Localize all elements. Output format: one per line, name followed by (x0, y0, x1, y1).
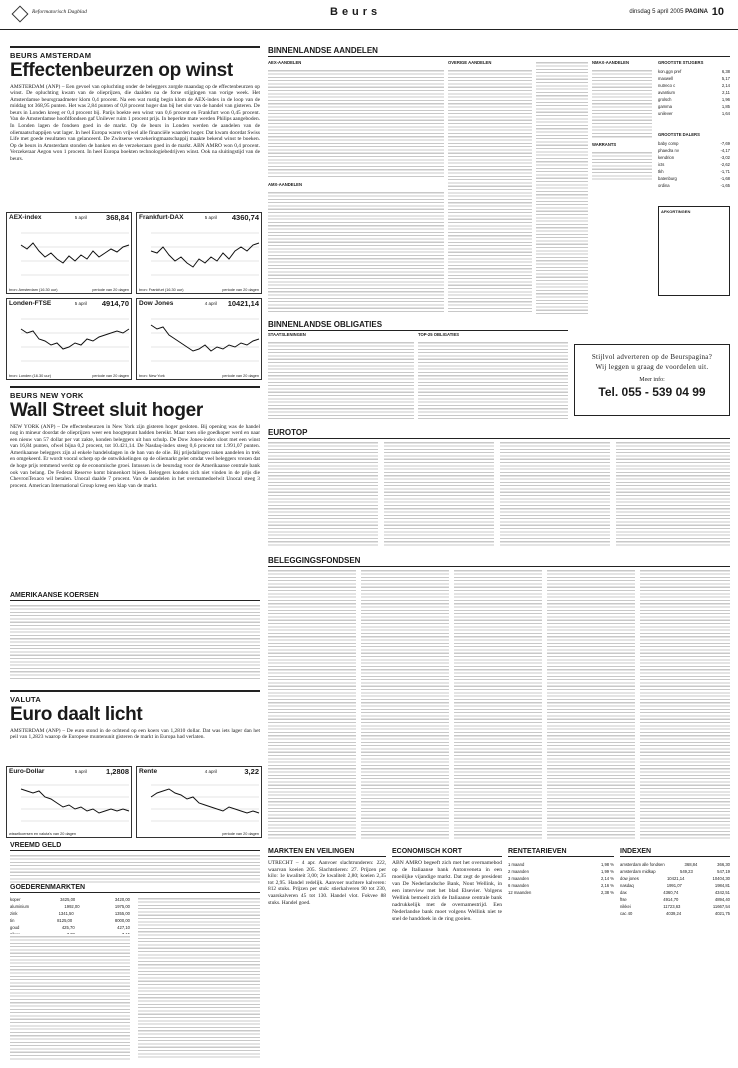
euro-dollar-line-plot (7, 777, 131, 829)
stijger-row: nutreco c 2,14 (658, 83, 730, 88)
chart-title: Rente (139, 768, 158, 775)
article-headline: Euro daalt licht (10, 703, 143, 725)
index-row: cac 40 4039,24 4021,75 (620, 911, 730, 916)
subtable-title-aex: AEX-AANDELEN (268, 60, 302, 65)
daler-row: baby comp -7,69 (658, 141, 730, 146)
index-row: amsterdam alle fondsen 368,84 366,30 (620, 862, 730, 867)
table-title: AMERIKAANSE KOERSEN (10, 592, 260, 601)
advert-box (574, 344, 730, 416)
chart-value: 1,2808 (106, 767, 129, 776)
article-kicker: BEURS NEW YORK (10, 390, 84, 400)
chart-title: Frankfurt-DAX (139, 214, 184, 221)
aex-line-plot (7, 223, 131, 285)
section-title: EUROTOP (268, 428, 730, 439)
advert-line2: Wij leggen u graag de voordelen uit. (595, 363, 709, 371)
section-title: MARKTEN EN VEILINGEN (268, 848, 386, 857)
index-row: dow jones 10421,14 10404,30 (620, 876, 730, 881)
chart-title: Dow Jones (139, 300, 174, 307)
rente-row: 2 maanden 1,99 % (508, 869, 614, 874)
rente-row: 3 maanden 2,14 % (508, 876, 614, 881)
chart-date: 4 april (204, 769, 217, 774)
article-valuta (10, 690, 260, 754)
chart-source: bron: Amsterdam (16.30 uur) (9, 288, 58, 292)
chart-title: AEX-index (9, 214, 42, 221)
advert-phone[interactable]: Tel. 055 - 539 04 99 (598, 385, 706, 399)
page-number: 10 (711, 6, 724, 18)
subtable-title-dalers: GROOTSTE DALERS (658, 132, 700, 137)
section-title: INDEXEN (620, 848, 730, 857)
economisch-body: ABN AMRO begeeft zich met het overnamebod op de Italiaanse bank Antonveneta in een moeilijke vijandige markt. Dat zegt de president van De Nederlandsche Bank, Nout Wellink, in een interview met het blad Elsevier. Volgens Wellink bemoeit zich de Italiaanse centrale bank nadrukkelijk met de overnamestrijd. Een Nederlandse bank moet volgens Wellink niet te snel de handdoek in de ring gooien. (392, 860, 502, 922)
daler-row: batenburg -1,68 (658, 176, 730, 181)
index-row: dax 4360,74 4342,51 (620, 890, 730, 895)
article-headline: Effectenbeurzen op winst (10, 59, 233, 81)
goederen-row: aluminium 1992,00 1975,00 (10, 904, 130, 909)
rente-row: 6 maanden 2,16 % (508, 883, 614, 888)
afkortingen-box: AFKORTINGEN (658, 206, 730, 296)
markten-body: UTRECHT – 4 apr. Aanvoer slachtrunderen: 222, waarvan koeien 205. Slachtstieren: 27. Prijzen per kilo: 1e kwaliteit 3,00; 2e kwaliteit 2,80; koeien 2,35 tot 2,95. Handel redelijk. Aanvoer nuchtere kalveren: 812 stuks. Prijzen per stuk: stierkalveren 90 tot 230, vaarskalveren 45 tot 130. Handel vlot. Fokvee 88 stuks. Handel goed. (268, 860, 386, 906)
section-economisch-kort (392, 848, 502, 1062)
chart-title: Londen-FTSE (9, 300, 52, 307)
rente-row: 12 maanden 2,38 % (508, 890, 614, 895)
stijger-row: unilever 1,64 (658, 111, 730, 116)
table-title: VREEMD GELD (10, 842, 260, 851)
chart-period: periode van 20 dagen (92, 374, 129, 378)
chart-period: periode van 20 dagen (92, 288, 129, 292)
daler-row: phaedra nv -4,17 (658, 148, 730, 153)
section-title: BINNENLANDSE OBLIGATIES (268, 320, 568, 331)
subtable-title-warrants: WARRANTS (592, 142, 617, 147)
chart-value: 4360,74 (231, 213, 259, 222)
subtable-title-overige: OVERIGE AANDELEN (448, 60, 492, 65)
chart-period: periode van 20 dagen (222, 288, 259, 292)
dow-line-plot (137, 309, 261, 371)
advert-line1: Stijlvol adverteren op de Beurspagina? (591, 353, 713, 361)
daler-row: kendrion -3,02 (658, 155, 730, 160)
chart-source: wisselkoersen en valuta's van 20 dagen (9, 832, 77, 836)
table-goederenmarkten (10, 884, 260, 1062)
section-binnenlandse-obligaties (268, 320, 568, 422)
table-amerikaanse-koersen (10, 592, 260, 677)
stijger-row: gamma 1,85 (658, 104, 730, 109)
section-title: BELEGGINGSFONDSEN (268, 556, 730, 567)
daler-row: icts -2,62 (658, 162, 730, 167)
chart-value: 4914,70 (101, 299, 129, 308)
section-beleggingsfondsen (268, 556, 730, 842)
chart-value: 10421,14 (227, 299, 259, 308)
chart-dow-jones (136, 298, 262, 380)
section-binnenlandse-aandelen (268, 46, 730, 316)
section-eurotop (268, 428, 730, 550)
chart-date: 5 april (204, 215, 217, 220)
section-title: ECONOMISCH KORT (392, 848, 502, 857)
chart-euro-dollar (6, 766, 132, 838)
article-beurs-new-york (10, 386, 260, 594)
section-title: RENTETARIEVEN (508, 848, 614, 857)
article-body: NEW YORK (ANP) – De effectenbeurzen in New York zijn gisteren hoger gesloten. Bij opening was de handel nog in mineur doordat de olieprijzen weer een hoogtepunt hadden bereikt. Maar toen olie goedkoper werd en naar een nieuw van 57 dollar per vat zakte, konden beleggers uit hun schulp. De Dow Jones-index sloot met een winst van 16,84 punten, ofwel bijna 0,2 procent, tot 10.421,14. De Nasdaq-index steeg 0,6 procent tot 1.991,07 punten. Amerikaanse beleggers zijn al enkele handelsdagen in de ban van de olie. Bij prijsdalingen raken aandelen in trek en omgekeerd. Er wordt vooral scherp op de ontwikkelingen op de oliemarkt gelet omdat veel beleggers vrezen dat de hoge prijs remmend werkt op de economische groei. Intussen is de beursdag voor de Amerikaanse centrale bank ook van belang. De Federal Reserve komt binnenkort bijeen. Beleggers konden zich niet vinden in de prijs die ChevronTexaco wil betalen. Unocal daalde 7 procent. Van de aandelen in het overnamedoelwit Unocal steeg 3 procent. American International Group kreeg een klap van de markt. (10, 423, 260, 489)
article-body: AMSTERDAM (ANP) – Een gevoel van opluchting onder de beleggers zorgde maandag op de effectenbeurzen op winst. De opluchting kwam van de olieprijzen, die daalden na de forse stijgingen van vorige week. Het Amsterdamse beursgraadmeter klom 0,4 procent. Na een wat rustig begin klom de AEX-index in de loop van de middag tot 368,95 punten. Het was 2,84 punten of 0,8 procent hoger dan bij het slot van de handel van gisteren. De beurs in Londen kreeg er 0,4 procent bij. Parijs boekte een winst van 0,6 procent en Frankfurt won 0,45 procent. Van de Amsterdamse hoofdfondsen gaf Unilever ruim 1 procent prijs. In beperkte mate werden Philips aangeboden. In Londen lagen de fondsen goed in de markt. Op de beurs in Londen werden de aandelen van de oliemaatschappijen wat lager. In heel Europa waren vrijwel alle financiële waarden hoger. Dat kwam doordat Swiss Life met goede resultaten van gelanceerd. De Zwitserse verzekeringmaatschappij maakte bekend winst te boeken. Op de beurs in Amsterdam stonden de banken en de verzekeraars goed in de markt. ABN AMRO won 0,4 procent. Verzekeraar Aegon won 1 procent. In heel Europa boekten technologiebedrijven winst. Ook na sluitingstijd van de beurs. (10, 83, 260, 163)
article-body: AMSTERDAM (ANP) – De euro stond in de ochtend op een koers van 1,2810 dollar. Dat was iets lager dan het peil van 1,2823 waarop de Europese muntenunit gisteren de markt in Europa had verlaten. (10, 727, 260, 741)
stijger-row: avantium 2,11 (658, 90, 730, 95)
chart-date: 4 april (204, 301, 217, 306)
subtable-title-top25: TOP-25 OBLIGATIES (418, 332, 460, 337)
subtable-title-amx: AMX-AANDELEN (268, 182, 302, 187)
goederen-row: koper 3425,00 3420,00 (10, 897, 130, 902)
subtable-title-stijgers: GROOTSTE STIJGERS (658, 60, 704, 65)
stijger-row: maxwell 5,17 (658, 76, 730, 81)
page-header (0, 0, 738, 30)
article-kicker: BEURS AMSTERDAM (10, 50, 92, 60)
subtable-title-nmax: NMAX-AANDELEN (592, 60, 629, 65)
daler-row: ordina -1,65 (658, 183, 730, 188)
advert-line3: Meer info: (639, 377, 665, 383)
goederen-row: tin 8125,00 8000,00 (10, 918, 130, 923)
chart-ftse (6, 298, 132, 380)
page-date: dinsdag 5 april 2005 PAGINA (629, 9, 708, 15)
newspaper-name: Reformatorisch Dagblad (32, 9, 87, 15)
index-row: ftse 4914,70 4894,40 (620, 897, 730, 902)
daler-row: tkh -1,71 (658, 169, 730, 174)
stijger-row: kon.ggn pref 6,38 (658, 69, 730, 74)
index-row: nikkei 11723,63 11667,54 (620, 904, 730, 909)
section-indexen (620, 848, 730, 1062)
rente-line-plot (137, 777, 261, 829)
ftse-line-plot (7, 309, 131, 371)
stijger-row: grolsch 1,96 (658, 97, 730, 102)
article-kicker: VALUTA (10, 694, 42, 704)
goederen-row: goud 425,70 427,10 (10, 925, 130, 930)
chart-source: bron: New York (139, 374, 165, 378)
section-markten-veilingen (268, 848, 386, 1062)
section-rentetarieven (508, 848, 614, 1062)
chart-period: periode van 20 dagen (222, 374, 259, 378)
rente-row: 1 maand 1,98 % (508, 862, 614, 867)
chart-value: 3,22 (244, 767, 259, 776)
table-title: GOEDERENMARKTEN (10, 884, 260, 893)
chart-aex (6, 212, 132, 294)
chart-date: 5 april (74, 215, 87, 220)
article-headline: Wall Street sluit hoger (10, 399, 203, 421)
table-vreemd-geld (10, 842, 260, 880)
goederen-row: zink 1341,50 1355,00 (10, 911, 130, 916)
chart-value: 368,84 (106, 213, 129, 222)
chart-source: bron: Frankfurt (16.30 uur) (139, 288, 184, 292)
chart-rente (136, 766, 262, 838)
section-title: BINNENLANDSE AANDELEN (268, 46, 730, 57)
chart-dax (136, 212, 262, 294)
chart-period: periode van 20 dagen (222, 832, 259, 836)
index-row: nasdaq 1991,07 1984,81 (620, 883, 730, 888)
section-title: Beurs (330, 6, 382, 18)
newspaper-logo-icon (12, 6, 29, 23)
chart-source: bron: Londen (16.30 uur) (9, 374, 52, 378)
chart-date: 5 april (74, 301, 87, 306)
index-row: amsterdam midkap 549,23 547,19 (620, 869, 730, 874)
chart-title: Euro-Dollar (9, 768, 45, 775)
chart-date: 5 april (74, 769, 87, 774)
article-beurs-amsterdam (10, 46, 260, 232)
subtable-title-staatsleningen: STAATSLENINGEN (268, 332, 306, 337)
dax-line-plot (137, 223, 261, 285)
